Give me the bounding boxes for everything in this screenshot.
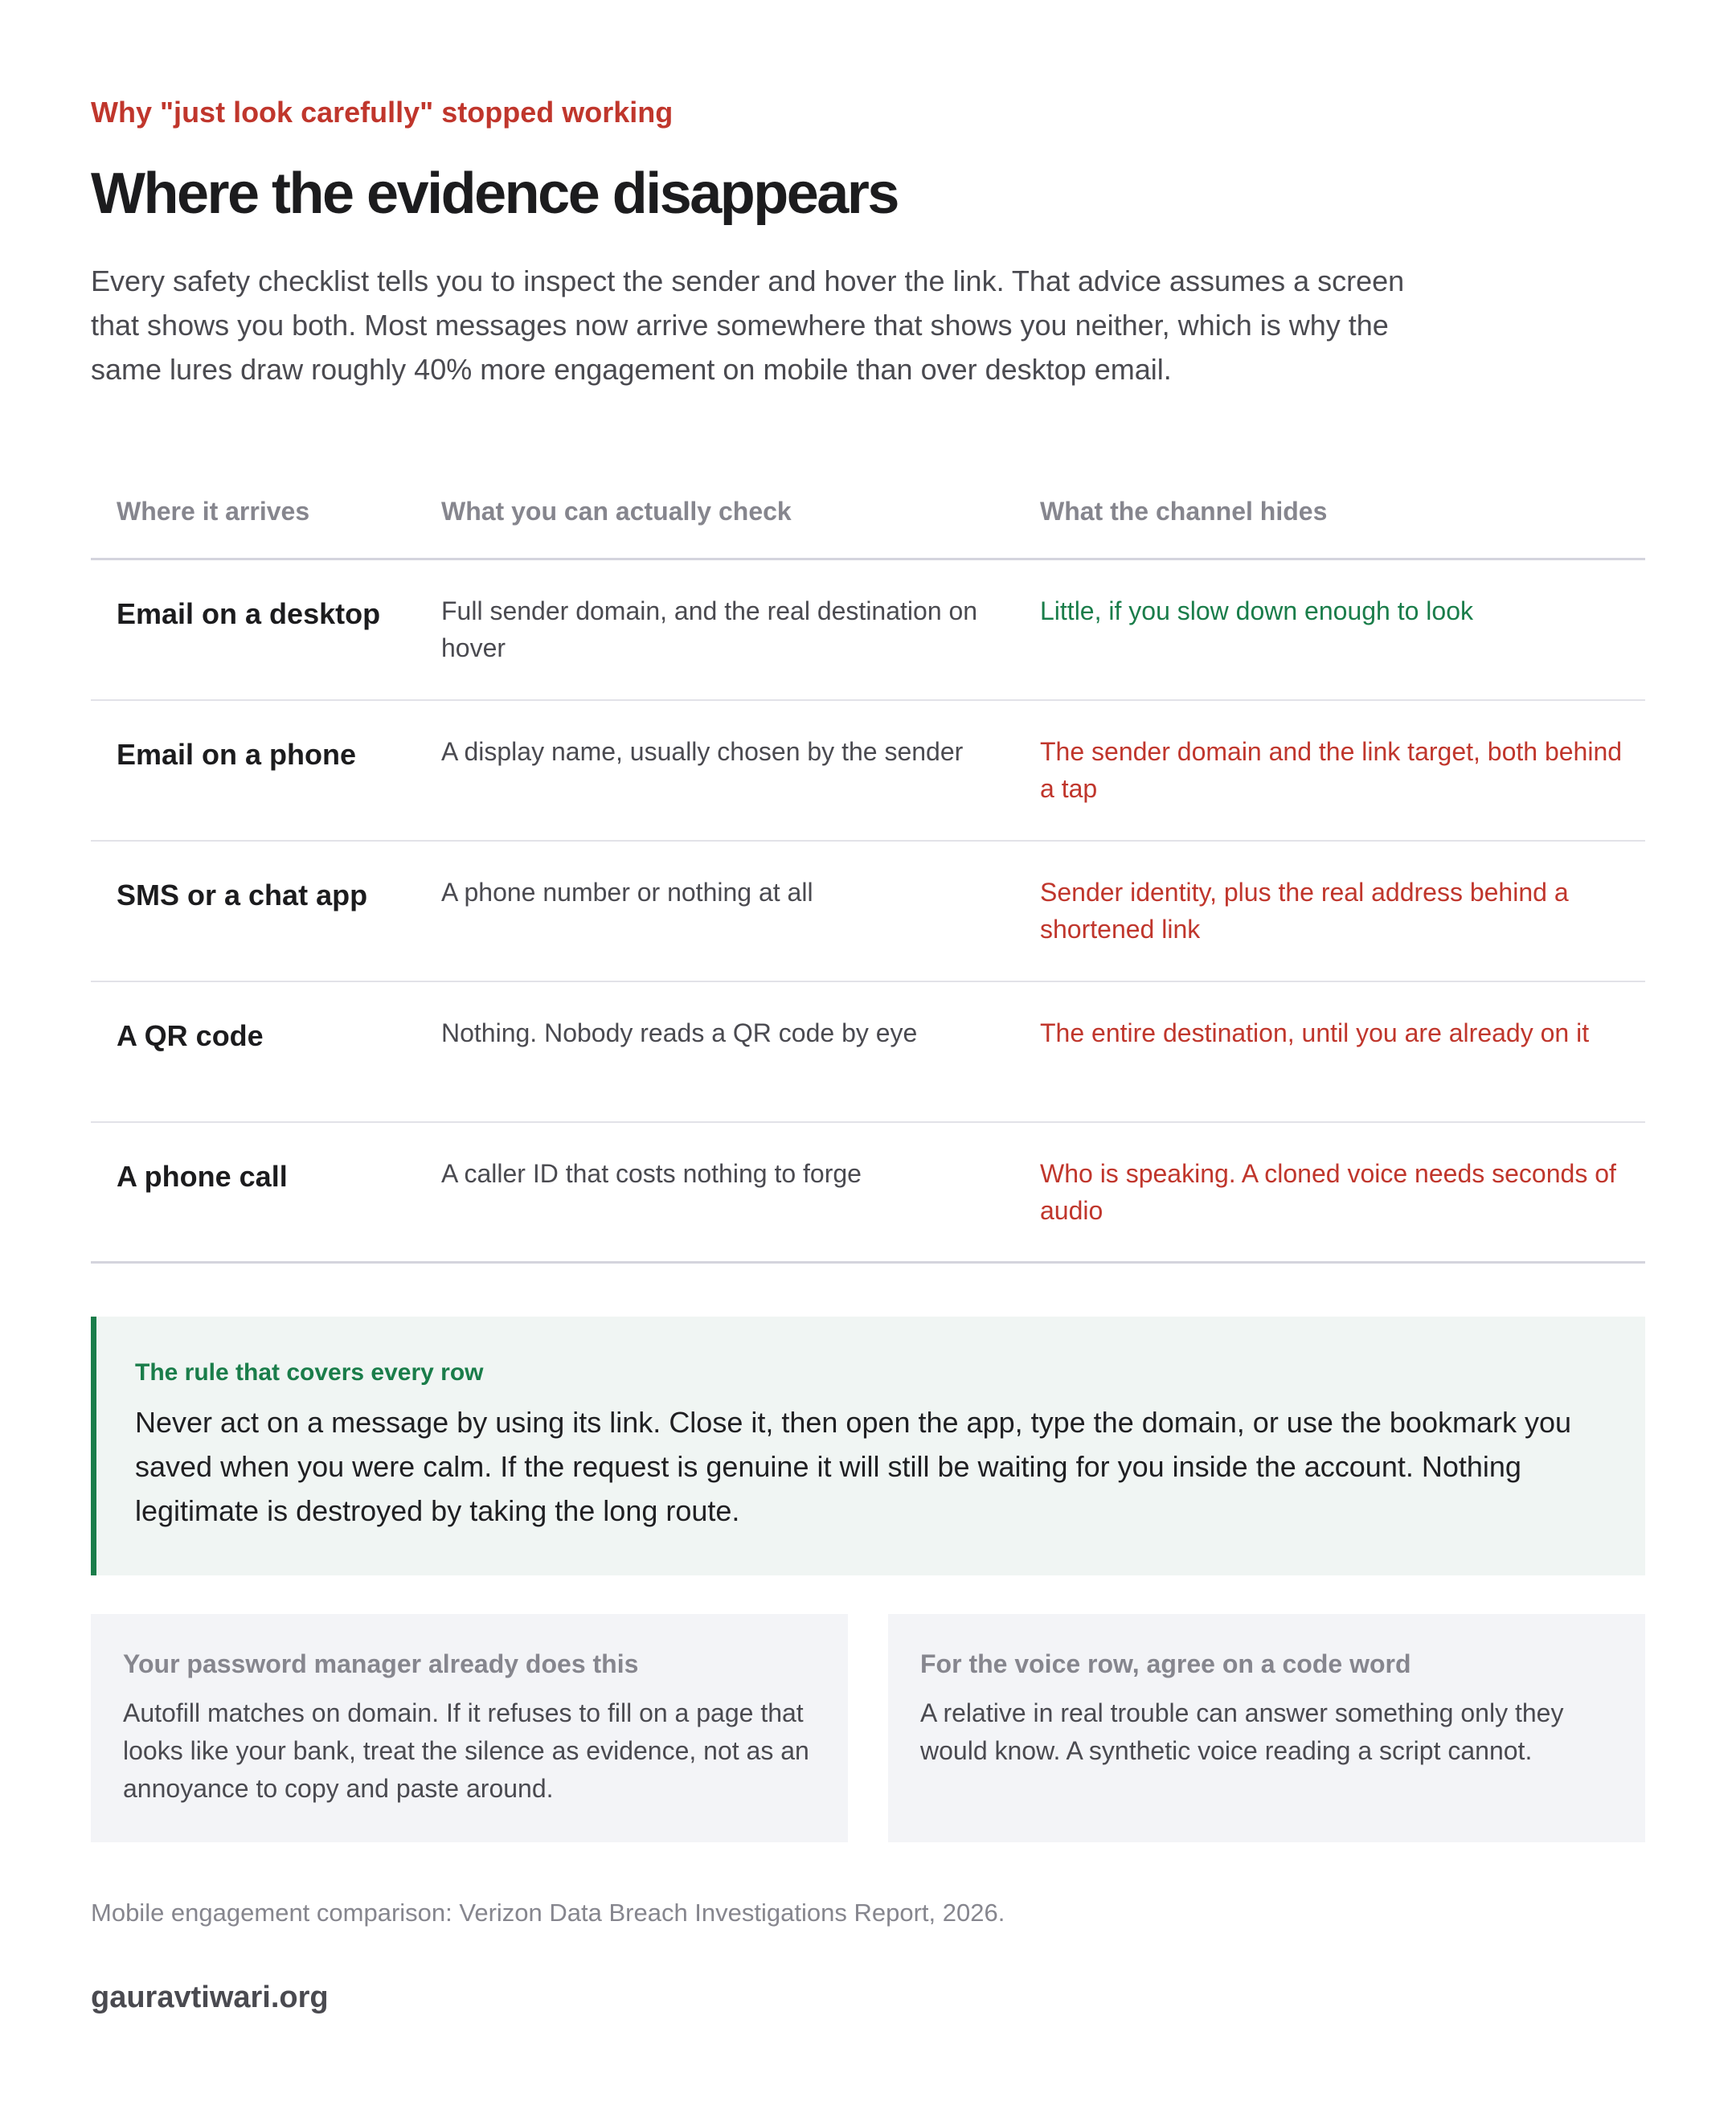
table-row (91, 842, 1645, 982)
column-header-check: What you can actually check (441, 497, 792, 526)
site-brand: gauravtiwari.org (91, 1981, 329, 2014)
rule-callout-label: The rule that covers every row (135, 1359, 484, 1386)
hides-cell: Sender identity, plus the real address behind a shortened link (1040, 878, 1569, 944)
hides-cell: The entire destination, until you are already on it (1040, 1018, 1590, 1047)
channel-cell: A QR code (117, 1019, 264, 1052)
page-title: Where the evidence disappears (91, 162, 898, 226)
tip-card-text: Autofill matches on domain. If it refuses to fill on a page that looks like your bank, treat the silence as evidence, not as an annoyance to copy and paste around. (123, 1698, 809, 1803)
table-row (91, 1123, 1645, 1264)
tip-card-text: A relative in real trouble can answer something only they would know. A synthetic voice reading a script cannot. (920, 1698, 1564, 1765)
intro-paragraph: Every safety checklist tells you to inspect the sender and hover the link. That advice assumes a screen that shows you both. Most messages now arrive somewhere that shows you neither, which is why the same lures draw roughly 40% more engagement on mobile than over desktop email. (91, 264, 1405, 386)
tip-card-password-manager (91, 1614, 848, 1842)
table-row (91, 982, 1645, 1123)
check-cell: A display name, usually chosen by the sender (441, 737, 964, 766)
check-cell: Full sender domain, and the real destination on hover (441, 596, 978, 662)
rule-callout-text: Never act on a message by using its link. Close it, then open the app, type the domain, or use the bookmark you saved when you were calm. If the request is genuine it will still be waiting for you inside the account. Nothing legitimate is destroyed by taking the long route. (135, 1406, 1572, 1527)
rule-callout (91, 1317, 1645, 1575)
channel-cell: Email on a phone (117, 738, 357, 771)
tip-card-title: For the voice row, agree on a code word (920, 1649, 1411, 1678)
channel-cell: SMS or a chat app (117, 879, 368, 911)
check-cell: A phone number or nothing at all (441, 878, 813, 907)
tip-cards (91, 1614, 1645, 1842)
table-row (91, 560, 1645, 701)
tip-card-code-word (888, 1614, 1645, 1842)
check-cell: A caller ID that costs nothing to forge (441, 1159, 862, 1188)
channel-cell: A phone call (117, 1160, 288, 1193)
table-row (91, 701, 1645, 842)
channel-cell: Email on a desktop (117, 597, 381, 630)
check-cell: Nothing. Nobody reads a QR code by eye (441, 1018, 918, 1047)
channel-comparison-table (91, 465, 1645, 1264)
hides-cell: Who is speaking. A cloned voice needs seconds of audio (1040, 1159, 1616, 1225)
source-note: Mobile engagement comparison: Verizon Data Breach Investigations Report, 2026. (91, 1899, 1005, 1927)
table-header (91, 465, 1645, 560)
tip-card-title: Your password manager already does this (123, 1649, 639, 1678)
hides-cell: Little, if you slow down enough to look (1040, 596, 1473, 625)
hides-cell: The sender domain and the link target, both behind a tap (1040, 737, 1623, 803)
column-header-channel: Where it arrives (117, 497, 310, 526)
eyebrow-heading: Why "just look carefully" stopped working (91, 96, 674, 129)
column-header-hides: What the channel hides (1040, 497, 1328, 526)
